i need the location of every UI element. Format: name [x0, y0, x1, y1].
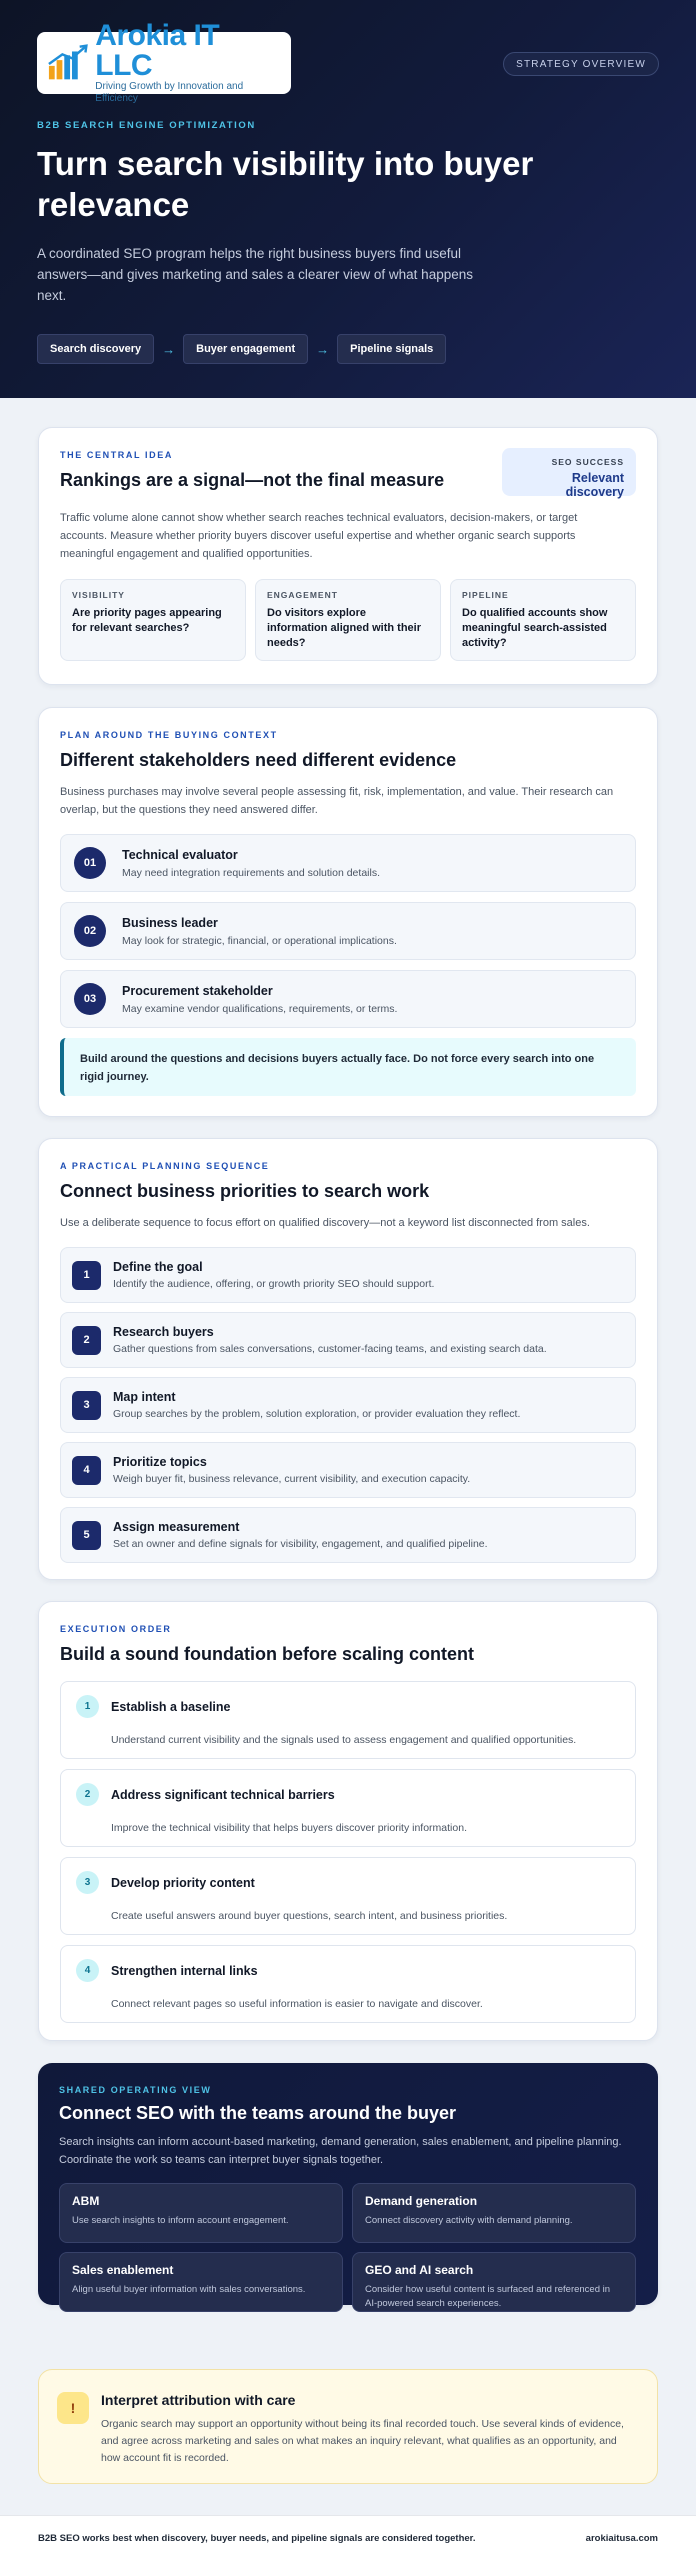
tile-abm	[59, 2183, 343, 2243]
execution-card	[38, 1601, 658, 2041]
list-item	[60, 1945, 636, 2023]
step-number: 1	[76, 1695, 99, 1718]
step-number: 2	[76, 1783, 99, 1806]
stakeholders-card	[38, 707, 658, 1117]
tile-desc: Align useful buyer information with sales conversations.	[72, 2284, 306, 2295]
item-desc: May examine vendor qualifications, requirements, or terms.	[122, 1002, 398, 1015]
list-item	[60, 1442, 636, 1498]
tile-label: VISIBILITY	[72, 590, 125, 600]
section-title: Connect business priorities to search work	[60, 1181, 430, 1201]
list-item	[60, 834, 636, 892]
warning-icon: !	[57, 2392, 89, 2424]
arrow-right-icon: →	[316, 341, 330, 357]
step-number: 5	[72, 1521, 101, 1550]
step-number: 1	[72, 1261, 101, 1290]
section-text: Business purchases may involve several people assessing fit, risk, implementation, and value. Their research can overlap, but the questions they need answered differ.	[60, 786, 614, 816]
item-title: Establish a baseline	[111, 1699, 231, 1714]
tile-pipeline	[450, 579, 636, 661]
item-desc: Group searches by the problem, solution exploration, or provider evaluation they reflect.	[113, 1408, 521, 1420]
central-idea-card	[38, 427, 658, 685]
tile-visibility	[60, 579, 246, 661]
step-number: 4	[72, 1456, 101, 1485]
list-item	[60, 970, 636, 1028]
section-title: Rankings are a signal—not the final measure	[60, 470, 445, 490]
tile-demand-generation	[352, 2183, 636, 2243]
item-desc: Create useful answers around buyer questions, search intent, and business priorities.	[111, 1910, 508, 1922]
item-title: Assign measurement	[113, 1520, 240, 1534]
hero-flow	[37, 334, 446, 364]
section-eyebrow: A PRACTICAL PLANNING SEQUENCE	[60, 1161, 270, 1171]
list-item	[60, 1312, 636, 1368]
list-item	[60, 902, 636, 960]
execution-steps	[60, 1681, 636, 2023]
step-number: 03	[74, 983, 106, 1015]
section-eyebrow: EXECUTION ORDER	[60, 1624, 172, 1634]
tile-label: PIPELINE	[462, 590, 509, 600]
section-text: Search insights can inform account-based marketing, demand generation, sales enablement, and pipeline planning. Coordinate the work so teams can interpret buyer signals together.	[59, 2136, 622, 2166]
step-number: 4	[76, 1959, 99, 1982]
section-text: Organic search may support an opportunity without being its final recorded touch. Use several kinds of evidence, and agree across marketing and sales on what makes an inquiry relevant, what qualifies as an opportunity, and how account fit is recorded.	[101, 2418, 624, 2464]
item-desc: Connect relevant pages so useful information is easier to navigate and discover.	[111, 1998, 483, 2010]
list-item	[60, 1857, 636, 1935]
hero-eyebrow: B2B SEARCH ENGINE OPTIMIZATION	[37, 120, 256, 131]
flow-step-buyer-engagement: Buyer engagement	[183, 334, 308, 364]
list-item	[60, 1769, 636, 1847]
hero-section	[0, 0, 696, 398]
tile-desc: Use search insights to inform account engagement.	[72, 2215, 289, 2226]
list-item	[60, 1507, 636, 1563]
item-title: Map intent	[113, 1390, 176, 1404]
item-desc: May look for strategic, financial, or operational implications.	[122, 934, 397, 947]
tile-title: Sales enablement	[72, 2263, 174, 2277]
stakeholder-list	[60, 834, 636, 1028]
item-title: Technical evaluator	[122, 847, 238, 862]
logo-tagline: Driving Growth by Innovation and Efficiency	[95, 81, 244, 104]
seo-success-value: Relevant discovery	[565, 471, 624, 499]
flow-step-search-discovery: Search discovery	[37, 334, 154, 364]
item-title: Procurement stakeholder	[122, 983, 273, 998]
tile-title: GEO and AI search	[365, 2263, 474, 2277]
tile-geo-ai-search	[352, 2252, 636, 2312]
item-title: Define the goal	[113, 1260, 203, 1274]
tile-label: ENGAGEMENT	[267, 590, 338, 600]
shared-view-card	[38, 2063, 658, 2309]
item-title: Business leader	[122, 915, 218, 930]
item-desc: Set an owner and define signals for visibility, engagement, and qualified pipeline.	[113, 1538, 488, 1550]
tile-engagement	[255, 579, 441, 661]
item-desc: May need integration requirements and solution details.	[122, 866, 380, 879]
footer-note: B2B SEO works best when discovery, buyer needs, and pipeline signals are considered together.	[38, 2532, 476, 2544]
step-number: 3	[72, 1391, 101, 1420]
step-number: 02	[74, 915, 106, 947]
tile-question: Do visitors explore information aligned with their needs?	[267, 607, 421, 649]
item-desc: Gather questions from sales conversations, customer-facing teams, and existing search data.	[113, 1343, 547, 1355]
flow-step-pipeline-signals: Pipeline signals	[337, 334, 446, 364]
company-logo[interactable]	[37, 19, 291, 104]
hero-subtitle: A coordinated SEO program helps the right business buyers find useful answers—and gives marketing and sales a clearer view of what happens next.	[37, 246, 473, 303]
step-number: 3	[76, 1871, 99, 1894]
tile-desc: Connect discovery activity with demand planning.	[365, 2215, 573, 2226]
section-title: Different stakeholders need different evidence	[60, 750, 457, 770]
section-eyebrow: THE CENTRAL IDEA	[60, 450, 173, 460]
section-text: Use a deliberate sequence to focus effort on qualified discovery—not a keyword list disconnected from sales.	[60, 1217, 590, 1229]
tile-sales-enablement	[59, 2252, 343, 2312]
callout-note: Build around the questions and decisions buyers actually face. Do not force every search into one rigid journey.	[60, 1038, 636, 1096]
item-title: Research buyers	[113, 1325, 214, 1339]
step-number: 2	[72, 1326, 101, 1355]
tile-question: Do qualified accounts show meaningful search-assisted activity?	[462, 607, 608, 649]
tile-question: Are priority pages appearing for relevant searches?	[72, 607, 222, 634]
section-text: Traffic volume alone cannot show whether search reaches technical evaluators, decision-makers, or target accounts. Measure whether priority buyers discover useful expertise and whether organic search supports meaningful engagement and qualified opportunities.	[60, 512, 578, 560]
seo-success-pill	[502, 448, 636, 499]
footer-site-link[interactable]: arokiaitusa.com	[585, 2532, 658, 2544]
strategy-overview-badge: STRATEGY OVERVIEW	[503, 52, 659, 76]
tile-title: ABM	[72, 2194, 100, 2208]
item-title: Address significant technical barriers	[111, 1787, 335, 1802]
section-title: Connect SEO with the teams around the buyer	[59, 2103, 457, 2123]
item-desc: Weigh buyer fit, business relevance, current visibility, and execution capacity.	[113, 1473, 471, 1485]
planning-card	[38, 1138, 658, 1580]
item-title: Prioritize topics	[113, 1455, 207, 1469]
page-title: Turn search visibility into buyer relevance	[37, 145, 534, 223]
logo-bars-icon	[47, 44, 89, 82]
attribution-card	[38, 2369, 658, 2484]
logo-text	[95, 21, 281, 105]
measure-tiles	[60, 579, 636, 661]
section-title: Interpret attribution with care	[101, 2392, 296, 2408]
tile-title: Demand generation	[365, 2194, 478, 2208]
page-footer	[0, 2515, 696, 2560]
seo-success-label: SEO SUCCESS	[551, 457, 624, 467]
item-desc: Understand current visibility and the signals used to assess engagement and qualified opportunities.	[111, 1734, 577, 1746]
step-number: 01	[74, 847, 106, 879]
item-desc: Identify the audience, offering, or growth priority SEO should support.	[113, 1278, 435, 1290]
item-title: Develop priority content	[111, 1875, 255, 1890]
planning-steps	[60, 1247, 636, 1563]
tile-desc: Consider how useful content is surfaced and referenced in AI-powered search experiences.	[365, 2284, 611, 2309]
section-title: Build a sound foundation before scaling content	[60, 1644, 474, 1664]
team-tiles	[59, 2183, 637, 2312]
list-item	[60, 1247, 636, 1303]
section-eyebrow: PLAN AROUND THE BUYING CONTEXT	[60, 730, 278, 740]
item-desc: Improve the technical visibility that helps buyers discover priority information.	[111, 1822, 467, 1834]
list-item	[60, 1681, 636, 1759]
logo-name: Arokia IT LLC	[95, 19, 220, 82]
item-title: Strengthen internal links	[111, 1963, 258, 1978]
section-eyebrow: SHARED OPERATING VIEW	[59, 2085, 212, 2095]
list-item	[60, 1377, 636, 1433]
arrow-right-icon: →	[162, 341, 176, 357]
